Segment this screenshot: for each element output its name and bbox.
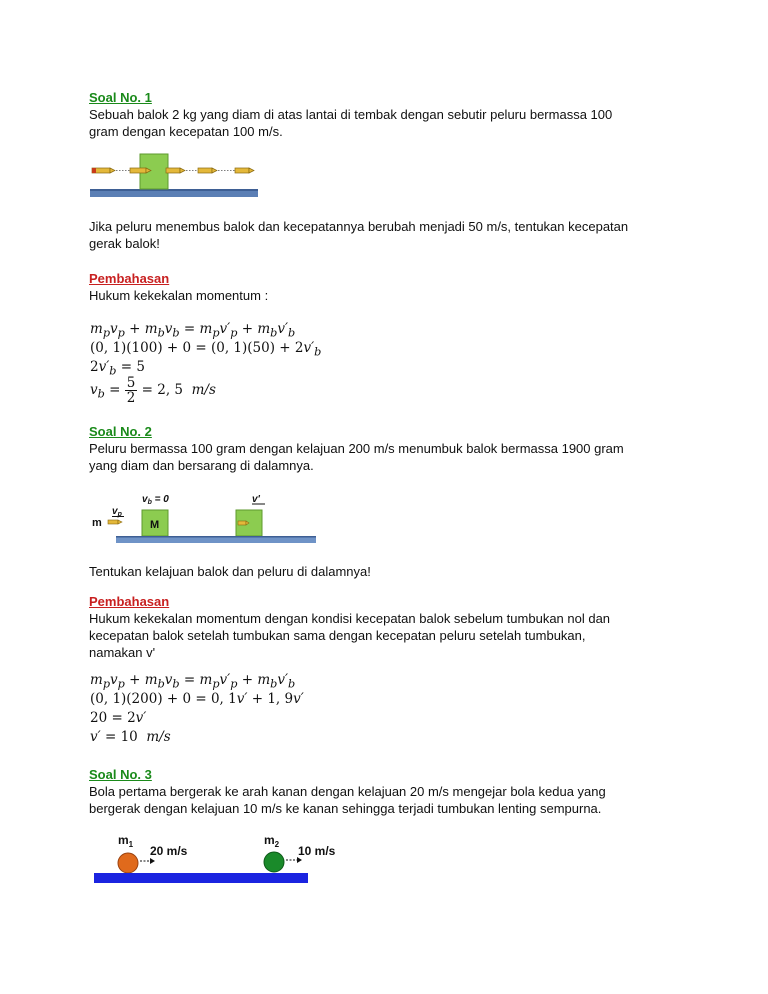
bullet-1 bbox=[92, 168, 115, 173]
soal1-intro: Hukum kekekalan momentum : bbox=[89, 288, 269, 303]
soal2-eq3: 20 = 2v′ bbox=[90, 710, 147, 726]
floor bbox=[94, 873, 308, 883]
soal2-intro-line3: namakan v' bbox=[89, 645, 156, 660]
soal3-heading: Soal No. 3 bbox=[89, 767, 152, 782]
fig-label-m1: $m_1$ bbox=[118, 833, 134, 849]
soal1-question-line1: Jika peluru menembus balok dan kecepatannya berubah menjadi 50 m/s, tentukan kecepatan bbox=[89, 219, 629, 234]
soal3-text-line2: bergerak dengan kelajuan 10 m/s ke kanan sehingga terjadi tumbukan lenting sempurna. bbox=[89, 801, 602, 816]
soal2-question: Tentukan kelajuan balok dan peluru di dalamnya! bbox=[89, 564, 371, 579]
soal1-eq3: $2v'_b = 5$ bbox=[90, 359, 145, 378]
soal1-eq4-num: 5 bbox=[126, 375, 136, 391]
floor bbox=[90, 191, 258, 197]
bullet-2 bbox=[130, 168, 151, 173]
fig-label-v1: 20 m/s bbox=[150, 844, 188, 858]
fig-label-M: M bbox=[150, 519, 160, 531]
soal1-text-line1: Sebuah balok 2 kg yang diam di atas lantai di tembak dengan sebutir peluru bermassa 100 bbox=[89, 107, 613, 122]
soal1-eq4-fraction bbox=[125, 376, 138, 405]
soal2-figure bbox=[90, 488, 320, 548]
soal2-intro-line2: kecepatan balok setelah tumbukan sama dengan kecepatan peluru setelah tumbukan, bbox=[89, 628, 586, 643]
bullet-5 bbox=[235, 168, 254, 173]
soal2-text-line1: Peluru bermassa 100 gram dengan kelajuan 200 m/s menumbuk balok bermassa 1900 gram bbox=[89, 441, 624, 456]
soal1-eq4-den: 2 bbox=[126, 390, 136, 406]
soal2-pembahasan-heading: Pembahasan bbox=[89, 594, 170, 609]
soal2-eq4: v′ = 10 m/s bbox=[90, 729, 171, 745]
bullet bbox=[108, 520, 122, 524]
fig-label-m2: $m_2$ bbox=[264, 833, 280, 849]
soal1-eq1: $m_pv_p + m_bv_b = m_pv'_p + m_bv'_b$ bbox=[90, 321, 296, 340]
soal3-text-line1: Bola pertama bergerak ke arah kanan dengan kelajuan 20 m/s mengejar bola kedua yang bbox=[89, 784, 606, 799]
embedded-bullet bbox=[238, 521, 249, 525]
fig-label-m: m bbox=[92, 517, 102, 529]
soal1-question-line2: gerak balok! bbox=[89, 236, 160, 251]
bullet-4 bbox=[198, 168, 217, 173]
soal3-figure bbox=[92, 830, 352, 886]
soal1-text-line2: gram dengan kecepatan 100 m/s. bbox=[89, 124, 283, 139]
soal1-eq4: $v_b$ = $\frac{5}{2}$ = 2, 5 m/s bbox=[90, 375, 216, 406]
fig-label-v2: 10 m/s bbox=[298, 844, 336, 858]
soal1-heading: Soal No. 1 bbox=[89, 90, 152, 105]
ball-2 bbox=[264, 852, 284, 872]
fig-label-vprime: v' bbox=[252, 494, 260, 505]
fig-label-vb0: $v_b = 0$ bbox=[142, 494, 169, 506]
soal2-intro-line1: Hukum kekekalan momentum dengan kondisi kecepatan balok sebelum tumbukan nol dan bbox=[89, 611, 611, 626]
soal2-eq1: $m_pv_p + m_bv_b = m_pv'_p + m_bv'_b$ bbox=[90, 672, 296, 691]
soal2-text-line2: yang diam dan bersarang di dalamnya. bbox=[89, 458, 314, 473]
ball-1 bbox=[118, 853, 138, 873]
soal1-figure bbox=[90, 152, 260, 200]
bullet-3 bbox=[166, 168, 185, 173]
soal1-eq2: (0, 1)(100) + 0 = (0, $1)(50) + 2v'_b$ bbox=[90, 340, 322, 359]
fig-label-vp: $v_p$ bbox=[112, 506, 122, 518]
soal2-eq2: (0, 1)(200) + 0 = 0, 1v′ + 1, 9v′ bbox=[90, 691, 304, 707]
soal1-pembahasan-heading: Pembahasan bbox=[89, 271, 170, 286]
soal2-heading: Soal No. 2 bbox=[89, 424, 152, 439]
